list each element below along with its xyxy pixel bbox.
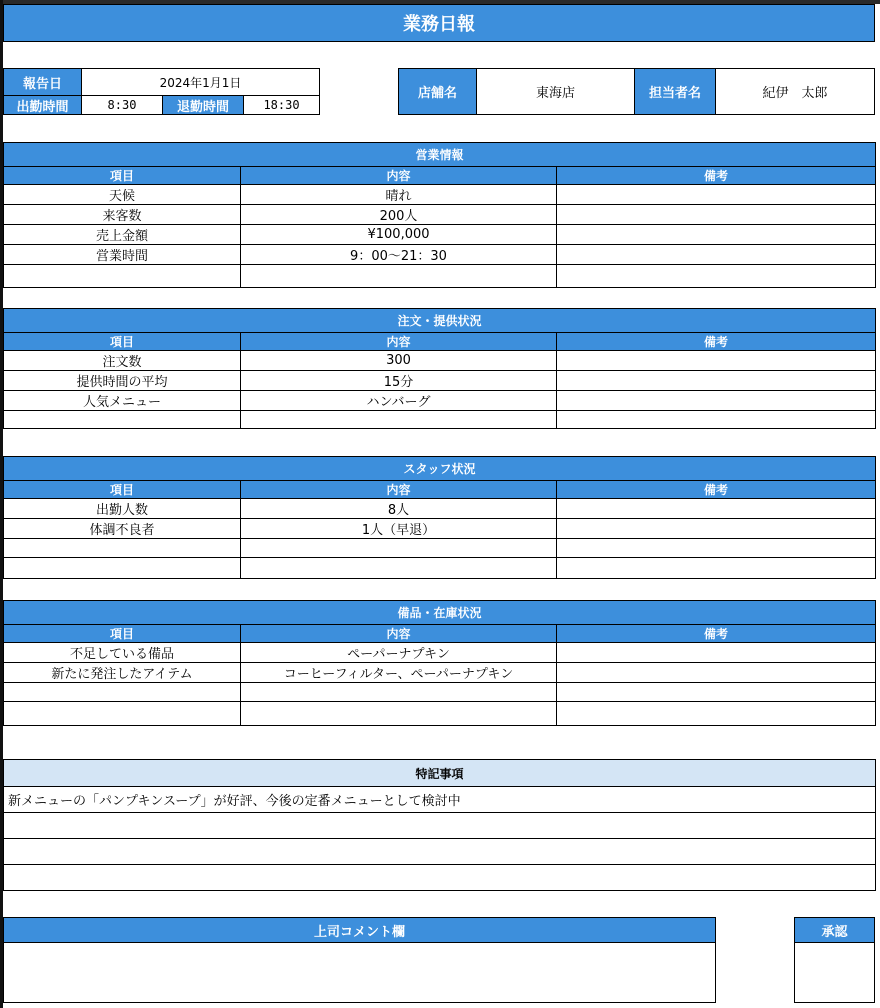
- row-content-cell[interactable]: 1人（早退）: [241, 519, 557, 539]
- row-remarks-cell[interactable]: [557, 702, 876, 726]
- table-row: [4, 411, 876, 429]
- row-item-cell[interactable]: [4, 558, 241, 579]
- row-remarks-cell[interactable]: [557, 663, 876, 683]
- row-content-cell[interactable]: 300: [241, 351, 557, 371]
- row-content-cell[interactable]: [241, 539, 557, 558]
- clock-in-value[interactable]: 8:30: [82, 96, 163, 114]
- row-content-cell[interactable]: 9：00〜21：30: [241, 245, 557, 265]
- row-remarks-cell[interactable]: [557, 519, 876, 539]
- column-header-item: 項目: [4, 625, 241, 643]
- table-row: [4, 265, 876, 288]
- row-item-cell[interactable]: 天候: [4, 185, 241, 205]
- supervisor-comment-title: 上司コメント欄: [4, 918, 715, 943]
- row-remarks-cell[interactable]: [557, 539, 876, 558]
- column-header-remarks: 備考: [557, 333, 876, 351]
- row-item-cell[interactable]: 注文数: [4, 351, 241, 371]
- column-header-item: 項目: [4, 333, 241, 351]
- row-remarks-cell[interactable]: [557, 245, 876, 265]
- row-content-cell[interactable]: [241, 265, 557, 288]
- approval-stamp-area[interactable]: [795, 943, 874, 1002]
- row-content-cell[interactable]: ハンバーグ: [241, 391, 557, 411]
- row-item-cell[interactable]: [4, 539, 241, 558]
- row-remarks-cell[interactable]: [557, 351, 876, 371]
- special-notes-line[interactable]: [4, 839, 876, 865]
- row-remarks-cell[interactable]: [557, 205, 876, 225]
- special-notes-line[interactable]: [4, 865, 876, 891]
- table-row: [4, 643, 876, 663]
- row-content-cell[interactable]: [241, 702, 557, 726]
- row-item-cell[interactable]: 来客数: [4, 205, 241, 225]
- approval-box: [794, 917, 875, 1003]
- table-row: [4, 351, 876, 371]
- approval-title: 承認: [795, 918, 874, 943]
- row-remarks-cell[interactable]: [557, 391, 876, 411]
- row-item-cell[interactable]: [4, 411, 241, 429]
- table-row: [4, 225, 876, 245]
- row-content-cell[interactable]: 200人: [241, 205, 557, 225]
- report-info-block: [3, 68, 320, 115]
- table-row: [4, 371, 876, 391]
- store-info-block: [398, 68, 875, 115]
- table-row: [4, 499, 876, 519]
- row-content-cell[interactable]: ¥100,000: [241, 225, 557, 245]
- column-header-item: 項目: [4, 481, 241, 499]
- row-item-cell[interactable]: 不足している備品: [4, 643, 241, 663]
- supervisor-comment-text[interactable]: [4, 943, 715, 1002]
- column-header-remarks: 備考: [557, 625, 876, 643]
- row-item-cell[interactable]: 体調不良者: [4, 519, 241, 539]
- staff-name-value[interactable]: 紀伊 太郎: [762, 86, 828, 101]
- report-date-value[interactable]: 2024年1月1日: [82, 69, 319, 95]
- table-row: [4, 702, 876, 726]
- column-header-item: 項目: [4, 167, 241, 185]
- section-table: [3, 600, 876, 726]
- row-content-cell[interactable]: 晴れ: [241, 185, 557, 205]
- clock-out-label: 退勤時間: [163, 96, 244, 114]
- row-item-cell[interactable]: [4, 683, 241, 702]
- table-row: [4, 539, 876, 558]
- store-label: 店舗名: [399, 69, 477, 114]
- page-title: 業務日報: [3, 4, 875, 42]
- table-row: [4, 558, 876, 579]
- clock-in-label: 出勤時間: [4, 96, 82, 114]
- table-row: [4, 519, 876, 539]
- row-content-cell[interactable]: ペーパーナプキン: [241, 643, 557, 663]
- section-title: 備品・在庫状況: [4, 601, 876, 625]
- column-header-content: 内容: [241, 481, 557, 499]
- row-item-cell[interactable]: 営業時間: [4, 245, 241, 265]
- row-content-cell[interactable]: 8人: [241, 499, 557, 519]
- special-notes-table: [3, 759, 876, 891]
- column-header-content: 内容: [241, 167, 557, 185]
- column-header-remarks: 備考: [557, 167, 876, 185]
- table-row: [4, 205, 876, 225]
- table-row: [4, 663, 876, 683]
- clock-out-value[interactable]: 18:30: [263, 98, 300, 112]
- staff-label: 担当者名: [635, 69, 716, 114]
- row-remarks-cell[interactable]: [557, 225, 876, 245]
- row-item-cell[interactable]: [4, 265, 241, 288]
- row-item-cell[interactable]: [4, 702, 241, 726]
- report-date-label: 報告日: [4, 69, 82, 95]
- row-remarks-cell[interactable]: [557, 499, 876, 519]
- special-notes-title: 特記事項: [4, 760, 876, 787]
- column-header-content: 内容: [241, 333, 557, 351]
- row-remarks-cell[interactable]: [557, 371, 876, 391]
- section-table: [3, 456, 876, 579]
- row-content-cell[interactable]: コーヒーフィルター、ペーパーナプキン: [241, 663, 557, 683]
- row-remarks-cell[interactable]: [557, 558, 876, 579]
- row-content-cell[interactable]: [241, 558, 557, 579]
- row-remarks-cell[interactable]: [557, 265, 876, 288]
- table-row: [4, 245, 876, 265]
- table-row: [4, 391, 876, 411]
- row-content-cell[interactable]: 15分: [241, 371, 557, 391]
- row-item-cell[interactable]: 新たに発注したアイテム: [4, 663, 241, 683]
- section-table: [3, 142, 876, 288]
- section-table: [3, 308, 876, 429]
- row-remarks-cell[interactable]: [557, 683, 876, 702]
- section-title: 営業情報: [4, 143, 876, 167]
- store-name-value[interactable]: 東海店: [477, 69, 635, 114]
- row-content-cell[interactable]: [241, 683, 557, 702]
- row-remarks-cell[interactable]: [557, 411, 876, 429]
- column-header-content: 内容: [241, 625, 557, 643]
- section-title: 注文・提供状況: [4, 309, 876, 333]
- table-row: [4, 185, 876, 205]
- row-remarks-cell[interactable]: [557, 185, 876, 205]
- special-notes-line[interactable]: 新メニューの「パンプキンスープ」が好評、今後の定番メニューとして検討中: [4, 787, 876, 813]
- section-title: スタッフ状況: [4, 457, 876, 481]
- row-item-cell[interactable]: 売上金額: [4, 225, 241, 245]
- special-notes-line[interactable]: [4, 813, 876, 839]
- row-item-cell[interactable]: 人気メニュー: [4, 391, 241, 411]
- row-item-cell[interactable]: 提供時間の平均: [4, 371, 241, 391]
- row-content-cell[interactable]: [241, 411, 557, 429]
- row-item-cell[interactable]: 出勤人数: [4, 499, 241, 519]
- table-row: [4, 683, 876, 702]
- column-header-remarks: 備考: [557, 481, 876, 499]
- row-remarks-cell[interactable]: [557, 643, 876, 663]
- supervisor-comment-box: [3, 917, 716, 1003]
